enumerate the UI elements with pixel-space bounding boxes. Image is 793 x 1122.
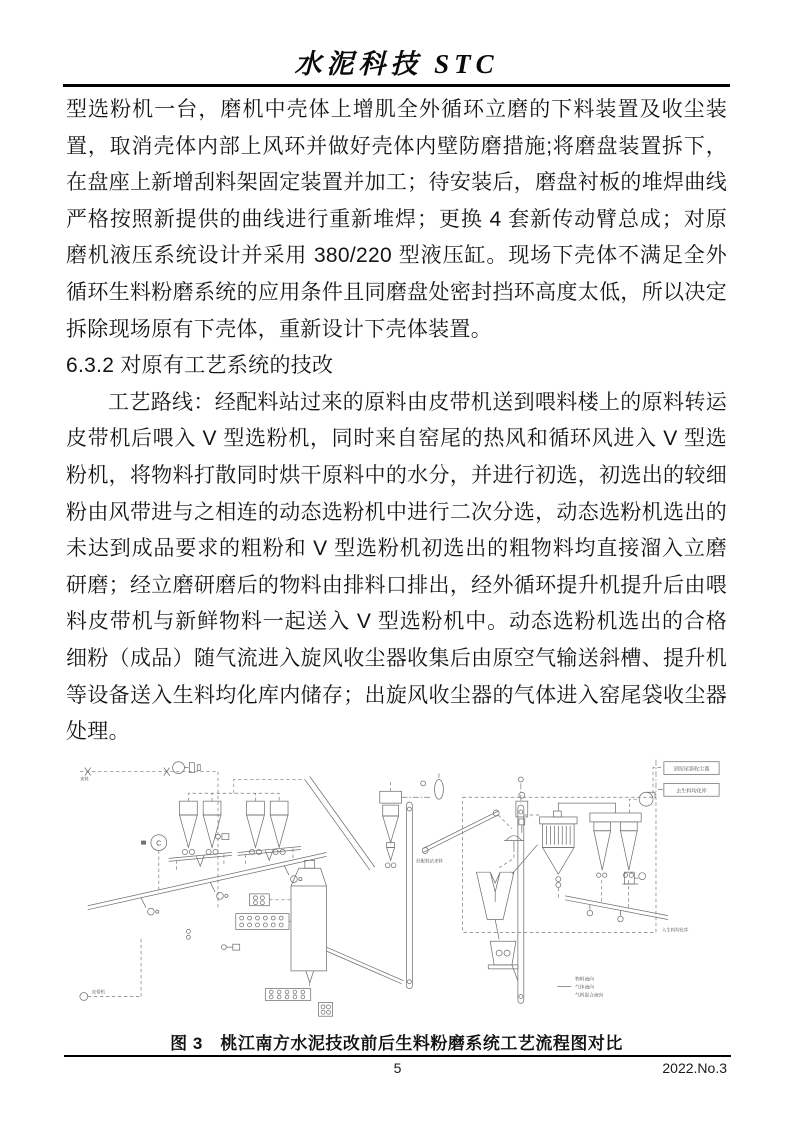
footer-rule — [64, 1055, 731, 1057]
journal-title: 水泥科技 STC — [294, 49, 499, 79]
legend — [557, 975, 603, 998]
motor-grid-icon — [236, 913, 291, 929]
to-silo-label: 去生料均化库 — [676, 787, 707, 794]
page-footer — [64, 1055, 731, 1082]
belt-conveyor-icon — [416, 810, 512, 864]
distributor-icon — [238, 846, 301, 864]
figure-caption: 图 3 桃江南方水泥技改前后生料粉磨系统工艺流程图对比 — [170, 1033, 623, 1053]
belt-feed-label: 经配料站来料 — [416, 858, 443, 864]
v-separator-icon — [476, 872, 513, 919]
tower-cyclone-icon — [380, 781, 402, 867]
after-diagram — [416, 759, 719, 1003]
destination-labels — [656, 759, 719, 795]
page-number: 5 — [393, 1060, 402, 1076]
aux-unit-icon — [622, 872, 645, 884]
roller-mill-icon — [488, 919, 518, 968]
header-rule — [63, 84, 730, 87]
hopper-icon — [504, 835, 524, 848]
svg-text:C: C — [156, 840, 162, 848]
section-heading: 6.3.2 对原有工艺系统的技改 — [66, 354, 334, 378]
process-flow-diagram — [72, 753, 727, 1019]
cyclone-pair-icon — [558, 803, 641, 910]
bucket-elevator-icon — [406, 802, 412, 988]
stack-icon — [401, 773, 443, 799]
cyclone-icon — [270, 801, 288, 854]
legend-item: 气体流向 — [575, 985, 594, 991]
bucket-elevator-icon — [512, 777, 524, 1003]
paragraph-1: 型选粉机一台，磨机中壳体上增肌全外循环立磨的下料装置及收尘装置，取消壳体内部上风环并做好壳体内壁防磨措施;将磨盘装置拆下，在盘座上新增刮料架固定装置并加工；待安装后，磨盘衬板的堆焊曲线严格按照新提供的曲线进行重新堆焊；更换 4 套新传动臂总成；对原磨机液压系统设计并采用 380/220 型液压缸。现场下壳体不满足全外循环生料粉磨系统的应用条件且同磨盘处密封挡环高度太低，所以决定拆除现场原有下壳体，重新设计下壳体装置。 — [66, 98, 727, 341]
legend-item: 物料流向 — [575, 977, 594, 983]
to-bag-filter-label: 到窑尾袋收尘器 — [673, 766, 710, 773]
motor-grid-icon — [319, 1002, 333, 1016]
legend-item: 气料混合流向 — [575, 993, 604, 999]
issue-label: 2022.No.3 — [662, 1060, 727, 1076]
belt-feed-icon — [80, 937, 141, 1000]
cyclone-icon — [247, 801, 265, 854]
before-diagram — [80, 761, 444, 1016]
motor-grid-icon — [265, 988, 310, 1000]
vertical-mill-icon — [291, 860, 327, 988]
main-content — [66, 92, 727, 1054]
dynamic-separator-icon — [524, 811, 577, 900]
discharge-slide-icon — [565, 896, 689, 934]
distributor-icon — [169, 852, 232, 870]
feed-label: 来料 — [79, 776, 89, 782]
exhaust-fan-icon — [629, 767, 664, 812]
cyclone-icon — [180, 801, 198, 854]
belt-label: 皮带机 — [91, 989, 106, 995]
figure — [72, 753, 727, 1019]
motor-grid-icon — [250, 894, 291, 906]
circulating-fan-icon — [141, 834, 167, 891]
paragraph-2: 工艺路线：经配料站过来的原料由皮带机送到喂料楼上的原料转运皮带机后喂入 V 型选粉机，同时来自窑尾的热风和循环风进入 V 型选粉机，将物料打散同时烘干原料中的水分，并进行初选，初选出的较细粉由风带进与之相连的动态选粉机中进行二次分选，动态选粉机选出的未达到成品要求的粗粉和 V 型选粉机初选出的粗物料均直接溜入立磨研磨；经立磨研磨后的物料由排料口排出，经外循环提升机提升后由喂料皮带机与新鲜物料一起送入 V 型选粉机中。动态选粉机选出的合格细粉（成品）随气流进入旋风收尘器收集后由原空气输送斜槽、提升机等设备送入生料均化库内储存；出旋风收尘器的气体进入窑尾袋收尘器处理。 — [66, 390, 727, 744]
slide-out-label: 入生料均化库 — [661, 927, 689, 933]
